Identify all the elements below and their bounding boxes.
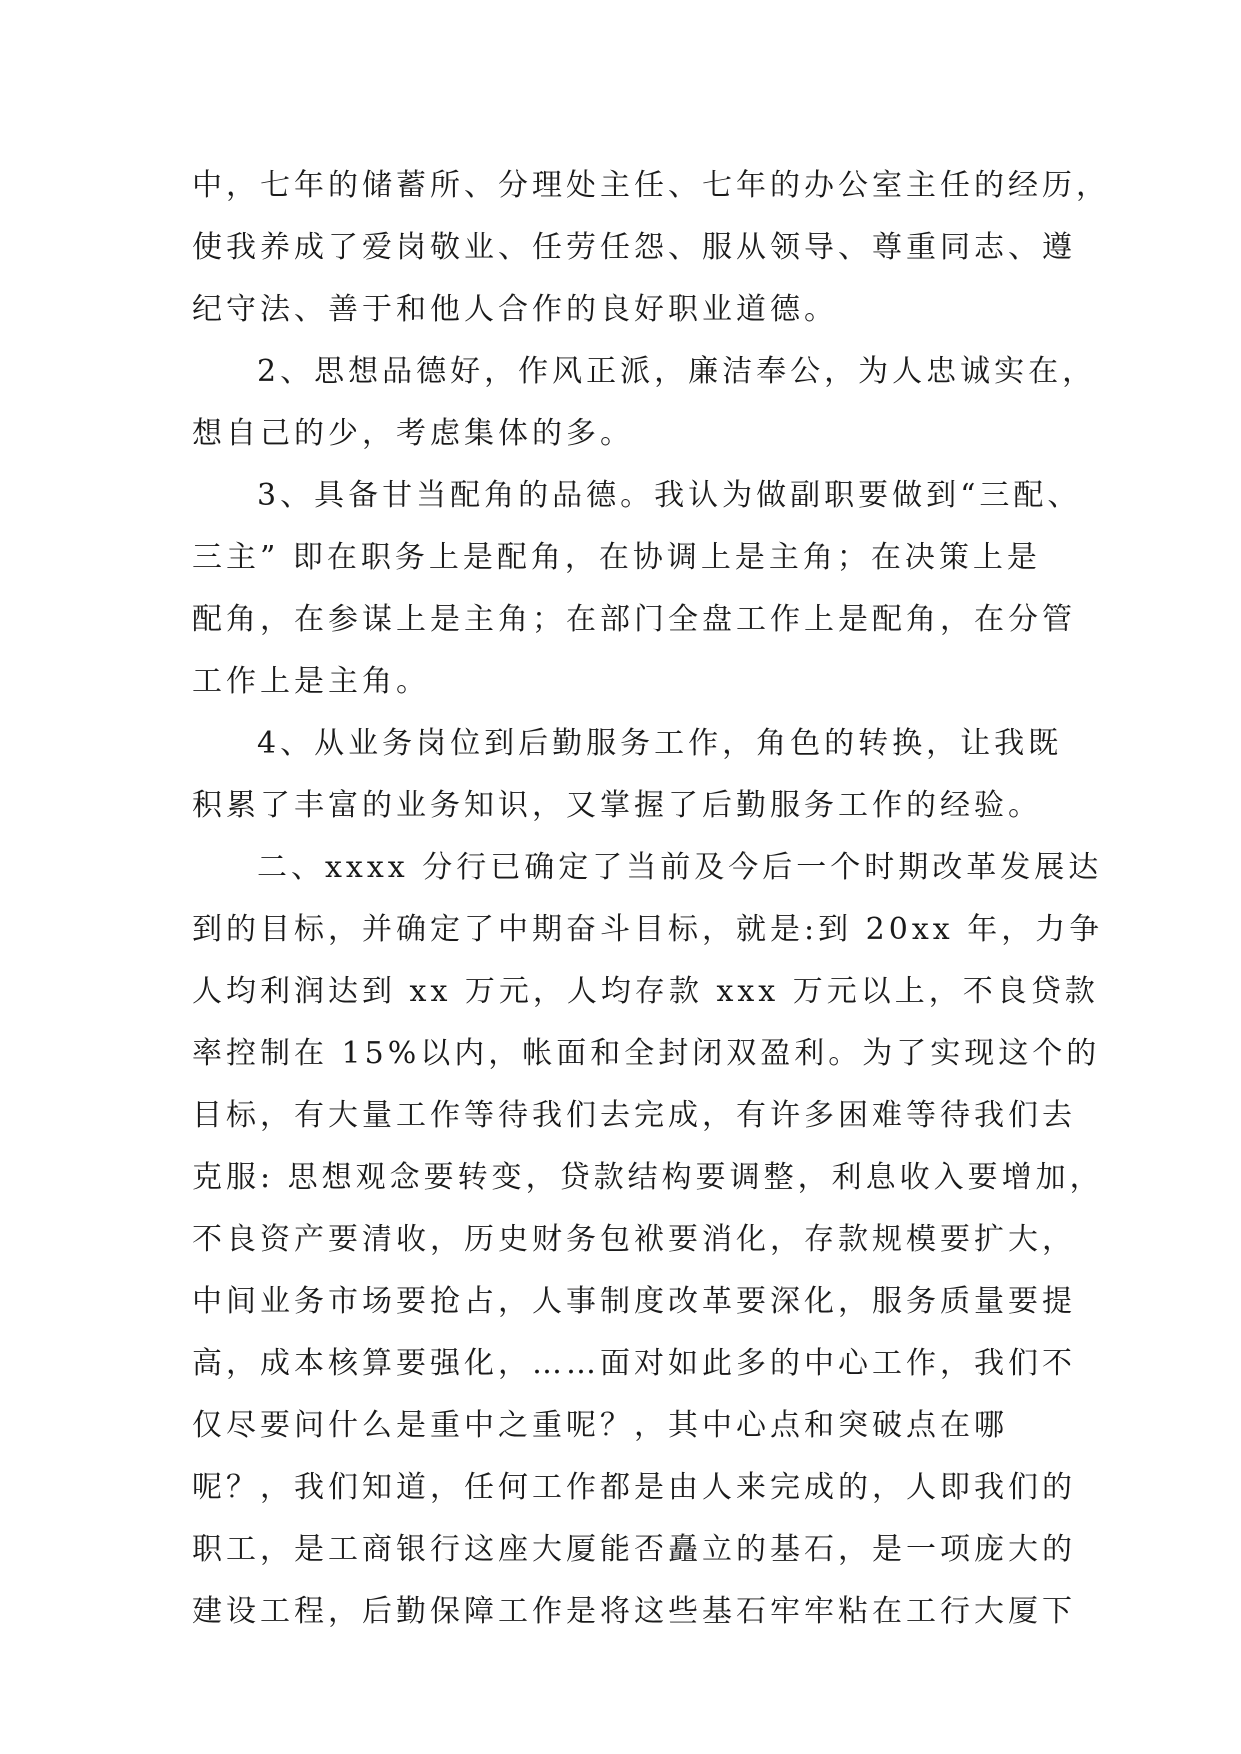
text-line: 想自己的少，考虑集体的多。 (192, 416, 634, 451)
text-line: 率控制在 15%以内，帐面和全封闭双盈利。为了实现这个的 (192, 1036, 1101, 1071)
text-line: 三主” 即在职务上是配角，在协调上是主角；在决策上是 (192, 540, 1041, 575)
text-line: 使我养成了爱岗敬业、任劳任怨、服从领导、尊重同志、遵 (192, 230, 1076, 265)
text-line: 职工，是工商银行这座大厦能否矗立的基石，是一项庞大的 (192, 1532, 1076, 1567)
text-line: 纪守法、善于和他人合作的良好职业道德。 (192, 292, 838, 327)
paragraph-3-start: 3、具备甘当配角的品德。我认为做副职要做到“三配、 (257, 478, 1082, 513)
text-line: 高，成本核算要强化，……面对如此多的中心工作，我们不 (192, 1346, 1076, 1381)
text-line: 目标，有大量工作等待我们去完成，有许多困难等待我们去 (192, 1098, 1076, 1133)
text-line: 工作上是主角。 (192, 664, 430, 699)
text-line: 配角，在参谋上是主角；在部门全盘工作上是配角，在分管 (192, 602, 1076, 637)
text-line: 仅尽要问什么是重中之重呢？，其中心点和突破点在哪 (192, 1408, 1008, 1443)
paragraph-4-start: 4、从业务岗位到后勤服务工作，角色的转换，让我既 (257, 726, 1063, 761)
text-line: 呢？，我们知道，任何工作都是由人来完成的，人即我们的 (192, 1470, 1076, 1505)
text-line: 人均利润达到 xx 万元，人均存款 xxx 万元以上，不良贷款 (192, 974, 1099, 1009)
text-line: 中，七年的储蓄所、分理处主任、七年的办公室主任的经历， (192, 168, 1110, 203)
text-line: 中间业务市场要抢占，人事制度改革要深化，服务质量要提 (192, 1284, 1076, 1319)
body-text (192, 155, 1110, 1643)
text-line: 克服: 思想观念要转变，贷款结构要调整，利息收入要增加， (192, 1160, 1104, 1195)
text-line: 不良资产要清收，历史财务包袱要消化，存款规模要扩大， (192, 1222, 1076, 1257)
paragraph-2-start: 2、思想品德好，作风正派，廉洁奉公，为人忠诚实在， (257, 354, 1097, 389)
text-line: 到的目标，并确定了中期奋斗目标，就是:到 20xx 年，力争 (192, 912, 1104, 947)
section-2-start: 二、xxxx 分行已确定了当前及今后一个时期改革发展达 (257, 850, 1103, 885)
text-line: 建设工程，后勤保障工作是将这些基石牢牢粘在工行大厦下 (192, 1594, 1076, 1629)
text-line: 积累了丰富的业务知识，又掌握了后勤服务工作的经验。 (192, 788, 1042, 823)
